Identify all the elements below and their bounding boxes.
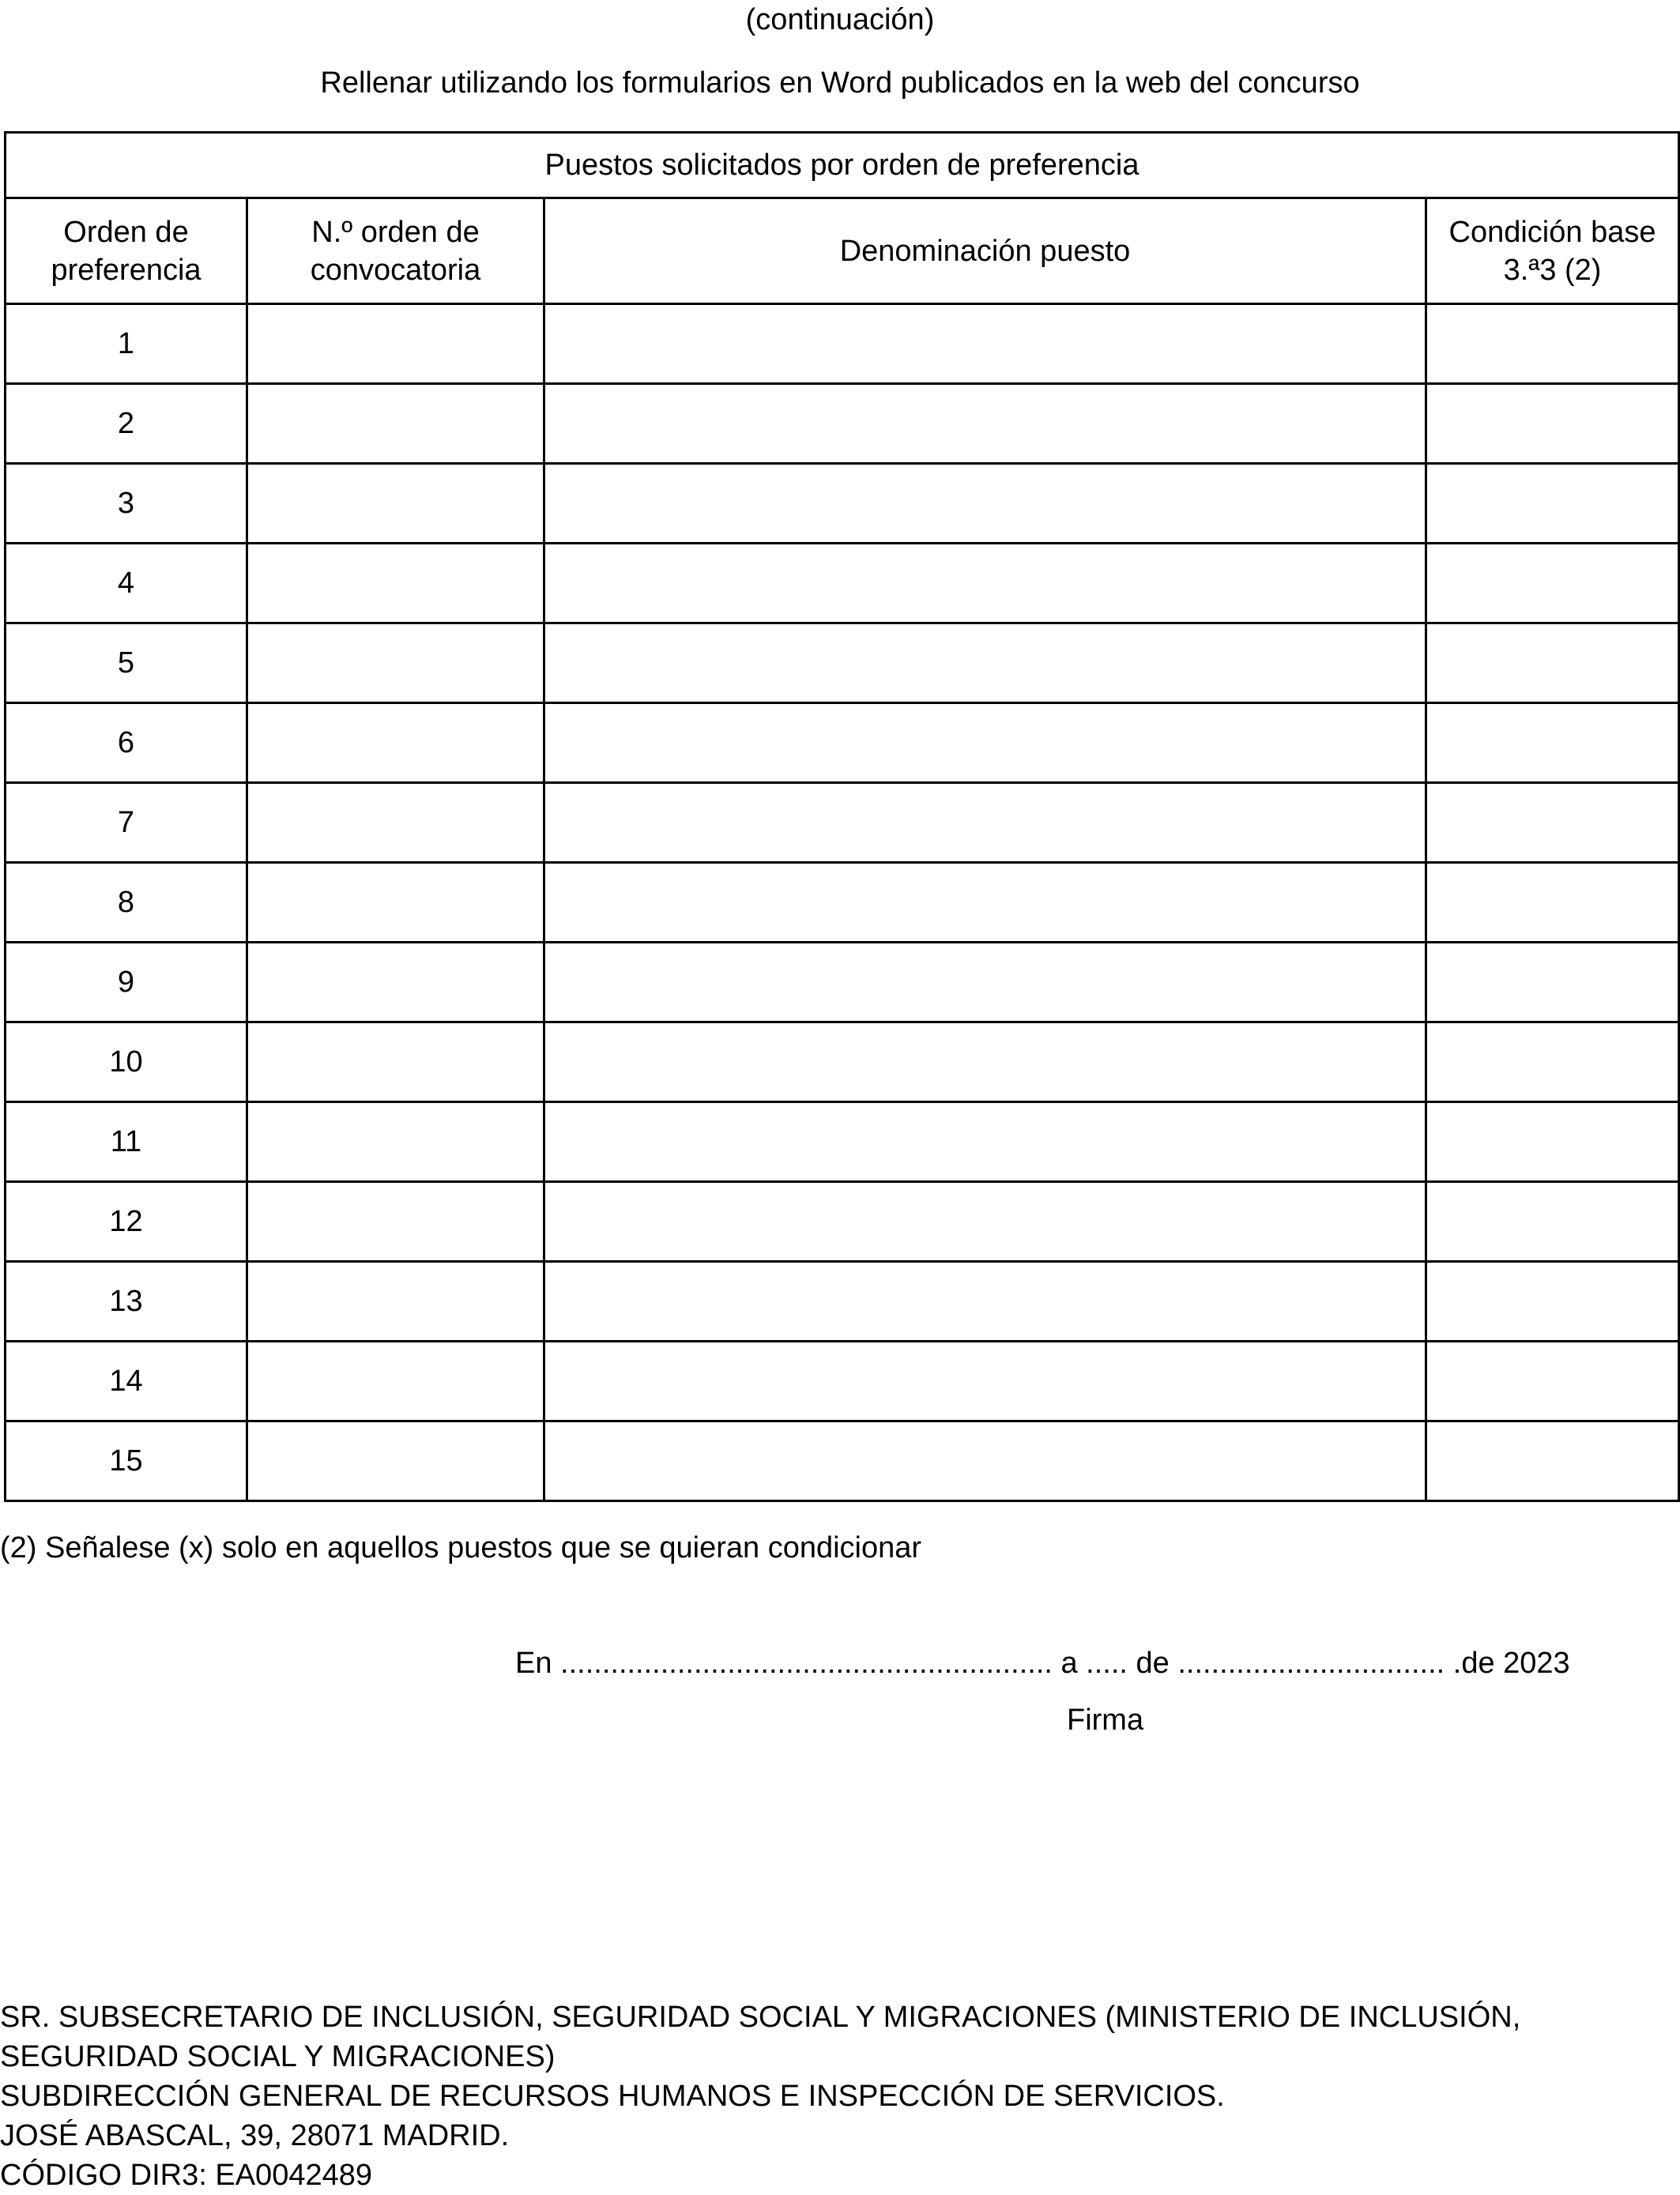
table-row bbox=[6, 1102, 1679, 1182]
condition-cell[interactable] bbox=[1426, 1421, 1679, 1501]
position-name-cell[interactable] bbox=[544, 544, 1426, 623]
condition-cell[interactable] bbox=[1426, 863, 1679, 943]
table-row bbox=[6, 384, 1679, 464]
table-title: Puestos solicitados por orden de preferencia bbox=[6, 133, 1679, 198]
condition-cell[interactable] bbox=[1426, 623, 1679, 703]
addressee-line: CÓDIGO DIR3: EA0042489 bbox=[0, 2159, 372, 2192]
call-order-number-cell[interactable] bbox=[247, 544, 544, 623]
position-name-cell[interactable] bbox=[544, 1342, 1426, 1421]
condition-cell[interactable] bbox=[1426, 1102, 1679, 1182]
preference-number-cell: 12 bbox=[6, 1182, 247, 1262]
call-order-number-cell[interactable] bbox=[247, 1022, 544, 1102]
preference-number-cell: 4 bbox=[6, 544, 247, 623]
preference-number-cell: 5 bbox=[6, 623, 247, 703]
position-name-cell[interactable] bbox=[544, 703, 1426, 783]
condition-cell[interactable] bbox=[1426, 1262, 1679, 1342]
table-row bbox=[6, 943, 1679, 1022]
preferences-table bbox=[4, 131, 1680, 1502]
table-row bbox=[6, 783, 1679, 863]
position-name-cell[interactable] bbox=[544, 1022, 1426, 1102]
preference-number-cell: 3 bbox=[6, 464, 247, 544]
position-name-cell[interactable] bbox=[544, 1102, 1426, 1182]
call-order-number-cell[interactable] bbox=[247, 464, 544, 544]
table-row bbox=[6, 1262, 1679, 1342]
condition-cell[interactable] bbox=[1426, 304, 1679, 384]
form-instruction: Rellenar utilizando los formularios en Word publicados en la web del concurso bbox=[320, 66, 1360, 100]
preference-number-cell: 2 bbox=[6, 384, 247, 464]
preference-number-cell: 8 bbox=[6, 863, 247, 943]
preference-number-cell: 9 bbox=[6, 943, 247, 1022]
table-row bbox=[6, 863, 1679, 943]
condition-cell[interactable] bbox=[1426, 1342, 1679, 1421]
position-name-cell[interactable] bbox=[544, 464, 1426, 544]
column-header-condition bbox=[1426, 198, 1679, 304]
addressee-line: SR. SUBSECRETARIO DE INCLUSIÓN, SEGURIDAD SOCIAL Y MIGRACIONES (MINISTERIO DE INCLUSIÓN, bbox=[0, 2001, 1521, 2034]
position-name-cell[interactable] bbox=[544, 783, 1426, 863]
column-header-line: N.º orden de bbox=[311, 215, 480, 249]
preference-number-cell: 11 bbox=[6, 1102, 247, 1182]
condition-cell[interactable] bbox=[1426, 1182, 1679, 1262]
table-row bbox=[6, 464, 1679, 544]
continuation-note: (continuación) bbox=[745, 3, 935, 36]
table-row bbox=[6, 544, 1679, 623]
footnote: (2) Señalese (x) solo en aquellos puestos que se quieran condicionar bbox=[0, 1531, 922, 1564]
table-row bbox=[6, 1342, 1679, 1421]
preference-number-cell: 15 bbox=[6, 1421, 247, 1501]
preference-number-cell: 6 bbox=[6, 703, 247, 783]
position-name-cell[interactable] bbox=[544, 304, 1426, 384]
table-row bbox=[6, 1022, 1679, 1102]
condition-cell[interactable] bbox=[1426, 1022, 1679, 1102]
table-row bbox=[6, 304, 1679, 384]
call-order-number-cell[interactable] bbox=[247, 304, 544, 384]
preference-number-cell: 10 bbox=[6, 1022, 247, 1102]
call-order-number-cell[interactable] bbox=[247, 863, 544, 943]
column-header-line: preferencia bbox=[51, 253, 202, 287]
call-order-number-cell[interactable] bbox=[247, 1102, 544, 1182]
call-order-number-cell[interactable] bbox=[247, 1182, 544, 1262]
condition-cell[interactable] bbox=[1426, 783, 1679, 863]
column-header-call-order-number bbox=[247, 198, 544, 304]
column-header-line: 3.ª3 (2) bbox=[1503, 253, 1602, 287]
table-row bbox=[6, 1182, 1679, 1262]
position-name-cell[interactable] bbox=[544, 623, 1426, 703]
condition-cell[interactable] bbox=[1426, 544, 1679, 623]
condition-cell[interactable] bbox=[1426, 384, 1679, 464]
call-order-number-cell[interactable] bbox=[247, 1342, 544, 1421]
position-name-cell[interactable] bbox=[544, 384, 1426, 464]
addressee-line: SUBDIRECCIÓN GENERAL DE RECURSOS HUMANOS E INSPECCIÓN DE SERVICIOS. bbox=[0, 2080, 1225, 2113]
call-order-number-cell[interactable] bbox=[247, 623, 544, 703]
table-row bbox=[6, 623, 1679, 703]
position-name-cell[interactable] bbox=[544, 1421, 1426, 1501]
table-body bbox=[6, 304, 1679, 1501]
column-header-position-name bbox=[544, 198, 1426, 304]
call-order-number-cell[interactable] bbox=[247, 783, 544, 863]
position-name-cell[interactable] bbox=[544, 943, 1426, 1022]
call-order-number-cell[interactable] bbox=[247, 703, 544, 783]
call-order-number-cell[interactable] bbox=[247, 1421, 544, 1501]
position-name-cell[interactable] bbox=[544, 863, 1426, 943]
condition-cell[interactable] bbox=[1426, 943, 1679, 1022]
preference-number-cell: 13 bbox=[6, 1262, 247, 1342]
position-name-cell[interactable] bbox=[544, 1262, 1426, 1342]
table-row bbox=[6, 1421, 1679, 1501]
column-header-line: Denominación puesto bbox=[839, 234, 1131, 268]
addressee-line: JOSÉ ABASCAL, 39, 28071 MADRID. bbox=[0, 2119, 510, 2152]
preference-number-cell: 1 bbox=[6, 304, 247, 384]
call-order-number-cell[interactable] bbox=[247, 943, 544, 1022]
preference-number-cell: 7 bbox=[6, 783, 247, 863]
place-date-line: En ........................................................... a ..... de ................................ .de 2023 bbox=[515, 1647, 1570, 1680]
column-header-line: Orden de bbox=[63, 215, 189, 249]
position-name-cell[interactable] bbox=[544, 1182, 1426, 1262]
column-header-line: Condición base bbox=[1448, 215, 1656, 249]
preference-number-cell: 14 bbox=[6, 1342, 247, 1421]
call-order-number-cell[interactable] bbox=[247, 1262, 544, 1342]
column-header-line: convocatoria bbox=[310, 253, 481, 287]
call-order-number-cell[interactable] bbox=[247, 384, 544, 464]
addressee-block bbox=[0, 1997, 1520, 2195]
addressee-line: SEGURIDAD SOCIAL Y MIGRACIONES) bbox=[0, 2040, 556, 2073]
table-row bbox=[6, 703, 1679, 783]
condition-cell[interactable] bbox=[1426, 464, 1679, 544]
condition-cell[interactable] bbox=[1426, 703, 1679, 783]
signature-label: Firma bbox=[1067, 1704, 1144, 1737]
column-header-preference-order bbox=[6, 198, 247, 304]
